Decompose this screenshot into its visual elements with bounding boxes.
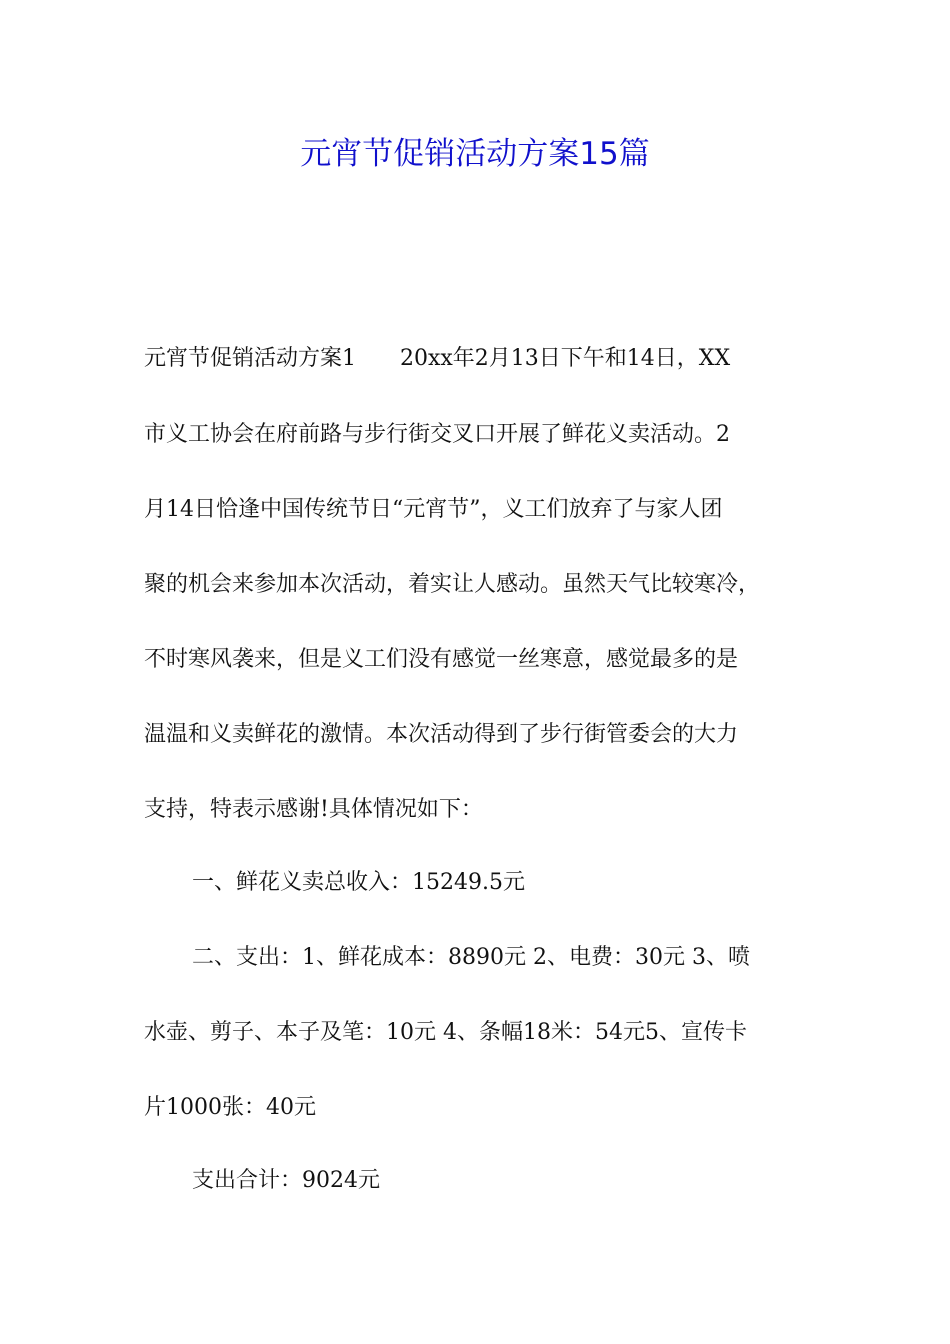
- body-line-2: 市义工协会在府前路与步行街交叉口开展了鲜花义卖活动。2: [144, 422, 730, 447]
- document-title: 元宵节促销活动方案15篇: [300, 136, 650, 172]
- body-line-4: 聚的机会来参加本次活动，着实让人感动。虽然天气比较寒冷，: [144, 572, 761, 597]
- body-line-1: 元宵节促销活动方案1 20xx年2月13日下午和14日，XX: [144, 346, 731, 371]
- expense-total-line: 支出合计：9024元: [192, 1168, 380, 1193]
- body-line-7: 支持，特表示感谢!具体情况如下：: [144, 797, 483, 822]
- income-line: 一、鲜花义卖总收入：15249.5元: [192, 870, 525, 895]
- expense-line-3: 片1000张：40元: [144, 1095, 316, 1120]
- expense-line-2: 水壶、剪子、本子及笔：10元 4、条幅18米：54元5、宣传卡: [144, 1020, 747, 1045]
- body-line-5: 不时寒风袭来，但是义工们没有感觉一丝寒意，感觉最多的是: [144, 647, 739, 672]
- expense-line-1: 二、支出：1、鲜花成本：8890元 2、电费：30元 3、喷: [192, 945, 750, 970]
- body-line-3: 月14日恰逢中国传统节日“元宵节”，义工们放弃了与家人团: [144, 497, 723, 522]
- body-line-6: 温温和义卖鲜花的激情。本次活动得到了步行街管委会的大力: [144, 722, 739, 747]
